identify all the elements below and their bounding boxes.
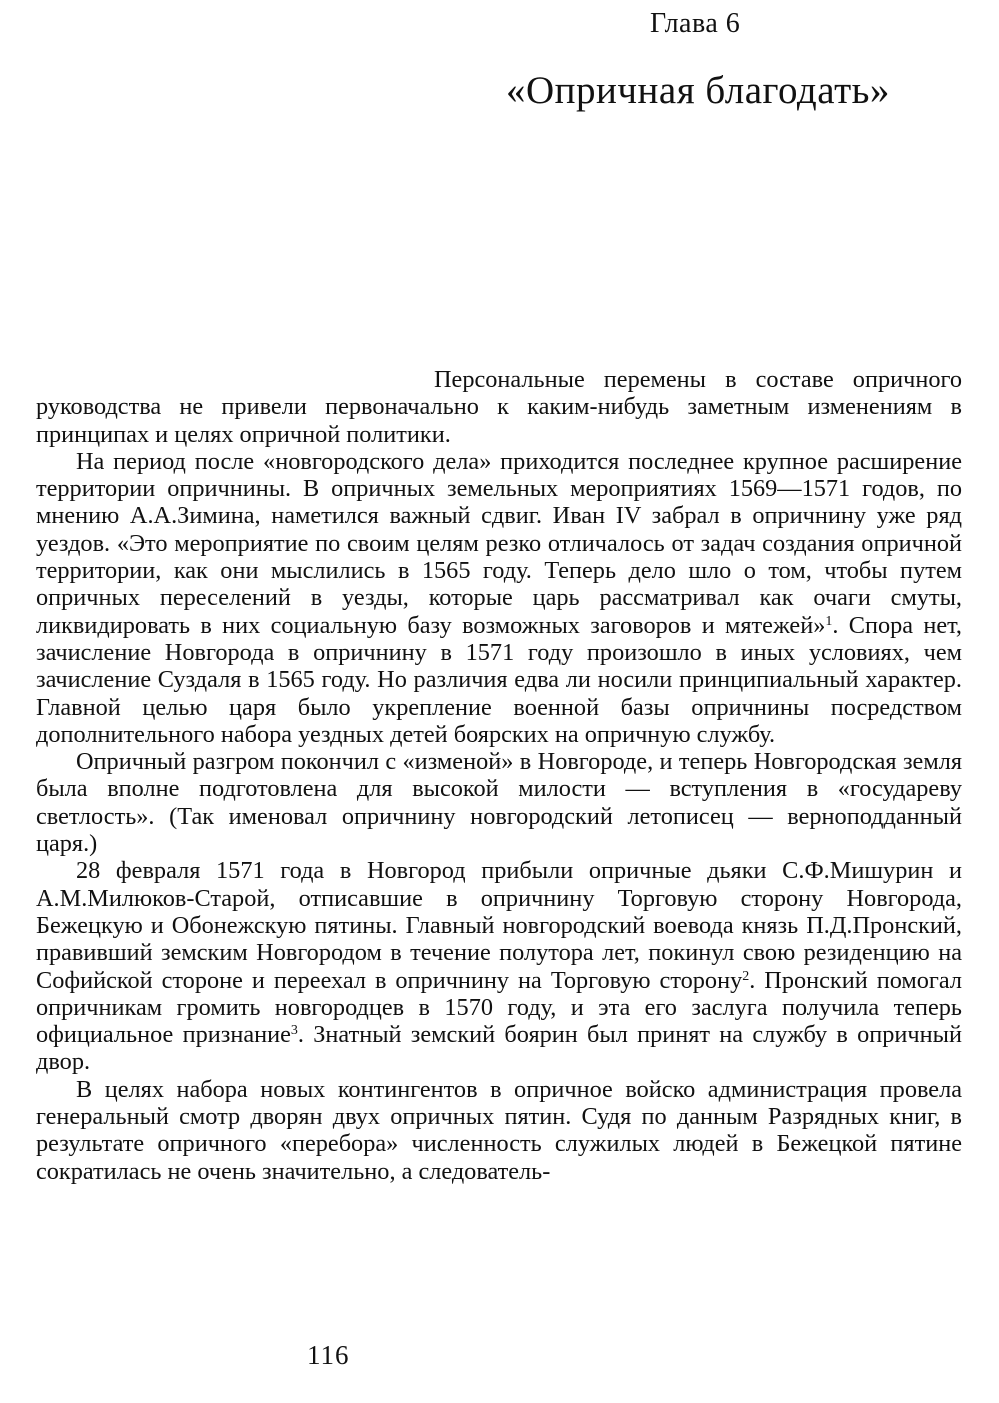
footnote-marker: 2 <box>742 968 750 984</box>
paragraph-text: . Пронский помогал опричникам громить новгородцев в 1570 году, и эта его заслуга получила теперь официальное признание <box>36 966 962 1049</box>
paragraph <box>36 857 962 1075</box>
paragraph-text: Персональные перемены в составе опричного руководства не привели первоначально к каким-нибудь заметным изменениям в принципах и целях опричной политики. <box>36 366 962 448</box>
paragraph-text: 28 февраля 1571 года в Новгород прибыли опричные дьяки С.Ф.Мишурин и А.М.Милюков-Старой, отписавшие в опричнину Торговую сторону Новгорода, Бежецкую и Обонежскую пятины. Главный новгородский воевода князь П.Д.Пронский, правивший земским Новгородом в течение полутора лет, покинул свою резиденцию на Софийской стороне и переехал в опричнину на Торговую сторону <box>36 857 962 994</box>
paragraph <box>36 366 962 448</box>
chapter-label: Глава 6 <box>650 8 741 39</box>
footnote-marker: 3 <box>290 1023 298 1039</box>
paragraph-text: В целях набора новых контингентов в опричное войско администрация провела генеральный смотр дворян двух опричных пятин. Судя по данным Разрядных книг, в результате опричного «перебора» численность служилых людей в Бежецкой пятине сократилась не очень значительно, а следователь- <box>36 1075 962 1185</box>
paragraph <box>36 1076 962 1185</box>
paragraph <box>36 448 962 748</box>
paragraph-text: . Знатный земский боярин был принят на службу в опричный двор. <box>36 1021 962 1076</box>
body-text <box>36 366 962 1185</box>
footnote-marker: 1 <box>825 613 833 629</box>
paragraph-text: . Спора нет, зачисление Новгорода в опричнину в 1571 году произошло в иных условиях, чем зачисление Суздаля в 1565 году. Но различия едва ли носили принципиальный характер. Главной целью царя было укрепление военной базы опричнины посредством дополнительного набора уездных детей боярских на опричную службу. <box>36 611 962 748</box>
page-number: 116 <box>307 1340 350 1370</box>
chapter-title: «Опричная благодать» <box>506 69 890 112</box>
paragraph-text: На период после «новгородского дела» приходится последнее крупное расширение территории опричнины. В опричных земельных мероприятиях 1569—1571 годов, по мнению А.А.Зимина, наметился важный сдвиг. Иван IV забрал в опричнину уже ряд уездов. «Это мероприятие по своим целям резко отличалось от задач создания опричной территории, как они мыслились в 1565 году. Теперь дело шло о том, чтобы путем опричных переселений в уезды, которые царь рассматривал как очаги смуты, ликвидировать в них социальную базу возможных заговоров и мятежей» <box>36 447 962 639</box>
paragraph-text: Опричный разгром покончил с «изменой» в Новгороде, и теперь Новгородская земля была вполне подготовлена для высокой милости — вступления в «государеву светлость». (Так именовал опричнину новгородский летописец — верноподданный царя.) <box>36 748 962 858</box>
paragraph <box>36 748 962 857</box>
